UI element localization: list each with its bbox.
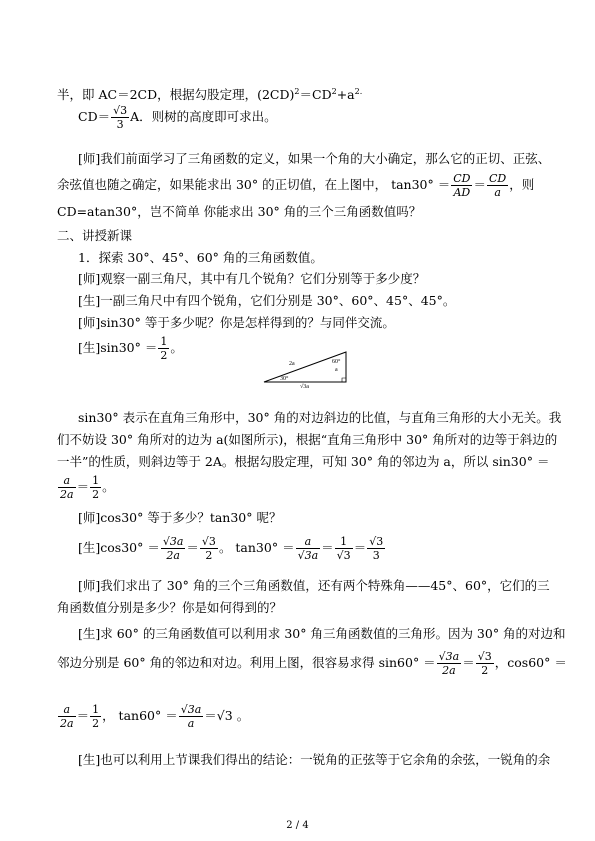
angle-60-label: 60° [332, 359, 341, 365]
fraction: $\frac{a}{2a}$ [60, 703, 74, 730]
page-number: 2 / 4 [286, 820, 309, 831]
fraction: $\frac{√3a}{2a}$ [162, 535, 184, 562]
line-22: $\frac{a}{2a}$ ＝ $\frac{1}{2}$ ， tan60° ＝ $\frac{√3a}{a}$ ＝√3 。 [60, 703, 250, 730]
right-angle-mark [342, 378, 346, 382]
fraction: $\frac{√3}{2}$ [201, 535, 216, 562]
line-15: $\frac{a}{2a}$ ＝ $\frac{1}{2}$ 。 [60, 474, 115, 501]
line-1: 半，即 AC＝2CD，根据勾股定理，$(2CD)^2=CD^2+a^{2.}$ [57, 87, 363, 103]
fraction: $\frac{1}{√3}$ [336, 535, 351, 562]
fraction: $\frac{a}{2a}$ [60, 474, 74, 501]
fraction: $\frac{1}{2}$ [160, 335, 168, 362]
fraction: $\frac{1}{2}$ [92, 703, 100, 730]
angle-30-label: 30° [280, 376, 289, 382]
line-20: [生]求 60° 的三角函数值可以利用求 30° 角三角函数值的三角形。因为 30° 角的对边和 [78, 626, 566, 641]
line-7: 1．探索 30°、45°、60° 角的三角函数值。 [78, 250, 323, 265]
line-23: [生]也可以利用上节课我们得出的结论：一锐角的正弦等于它余角的余弦，一锐角的余 [78, 752, 551, 767]
line-11: [生]sin30° ＝ $\frac{1}{2}$ 。 [78, 335, 183, 362]
line-10: [师]sin30° 等于多少呢？你是怎样得到的？与同伴交流。 [78, 315, 395, 330]
hypotenuse-label: 2a [289, 361, 295, 367]
fraction: $\frac{√3}{3}$ [113, 104, 128, 131]
line-16: [师]cos30° 等于多少？tan30° 呢？ [78, 510, 282, 525]
line-4: 余弦值也随之确定，如果能求出 30° 的正切值，在上图中， tan30° ＝ $\frac{CD}{AD}$ ＝ $\frac{CD}{a}$ ，则 [57, 172, 535, 199]
line-9: [生]一副三角尺中有四个锐角，它们分别是 30°、60°、45°、45°。 [78, 293, 456, 308]
line-17: [生]cos30° ＝ $\frac{√3a}{2a}$ ＝ $\frac{√3}{2}$ 。 tan30° ＝ $\frac{a}{√3a}$ ＝ $\frac{1}{√3}$ ＝ $\frac{√3}{3}$ [78, 535, 384, 562]
fraction: $\frac{a}{√3a}$ [297, 535, 319, 562]
line-19: 角函数值分别是多少？你是如何得到的？ [57, 600, 283, 615]
line-3: [师]我们前面学习了三角函数的定义，如果一个角的大小确定，那么它的正切、正弦、 [78, 151, 551, 166]
vertical-side-label: a [335, 367, 338, 373]
line-8: [师]观察一副三角尺，其中有几个锐角？它们分别等于多少度？ [78, 271, 426, 286]
fraction: $\frac{√3}{2}$ [477, 650, 492, 677]
base-side-label: √3a [300, 384, 309, 388]
line-12: sin30° 表示在直角三角形中，30° 角的对边斜边的比值，与直角三角形的大小无关。我 [78, 410, 562, 425]
fraction: $\frac{√3}{3}$ [369, 535, 384, 562]
line-18: [师]我们求出了 30° 角的三个三角函数值，还有两个特殊角——45°、60°，它们的三 [78, 578, 550, 593]
triangle-figure [262, 350, 352, 388]
fraction: $\frac{√3a}{a}$ [180, 703, 202, 730]
section-heading: 二、讲授新课 [57, 228, 133, 243]
fraction: $\frac{CD}{a}$ [489, 172, 507, 199]
fraction: $\frac{√3a}{2a}$ [438, 650, 460, 677]
line-5: CD=atan30°，岂不简单 你能求出 30° 角的三个三角函数值吗？ [57, 204, 422, 219]
triangle-shape [264, 352, 346, 382]
line-21: 邻边分别是 60° 角的邻边和对边。利用上图，很容易求得 sin60° ＝ $\frac{√3a}{2a}$ ＝ $\frac{√3}{2}$ ，cos60° ＝ [57, 650, 567, 677]
line-13: 们不妨设 30° 角所对的边为 a(如图所示)，根据“直角三角形中 30° 角所对的边等于斜边的 [57, 432, 558, 447]
fraction: $\frac{CD}{AD}$ [453, 172, 471, 199]
line-2: CD＝ $\frac{√3}{3}$ A．则树的高度即可求出。 [78, 104, 277, 131]
line-14: 一半”的性质，则斜边等于 2A。根据勾股定理，可知 30° 角的邻边为 a，所以 sin30° ＝ [57, 454, 550, 469]
fraction: $\frac{1}{2}$ [92, 474, 100, 501]
